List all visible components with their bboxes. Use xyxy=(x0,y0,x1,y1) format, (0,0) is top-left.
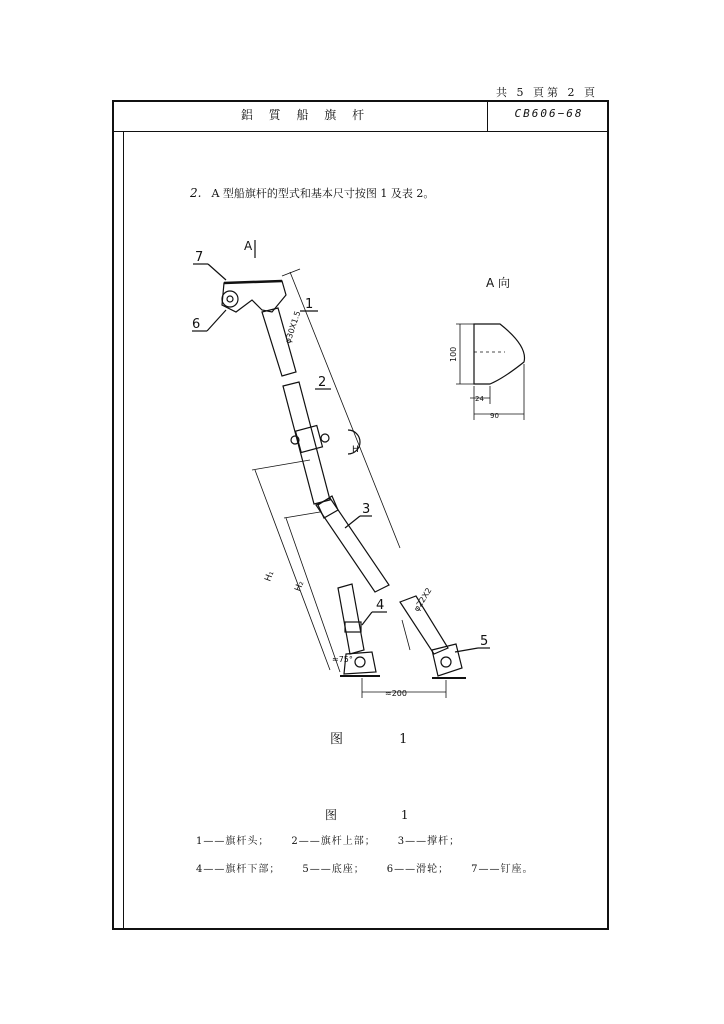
callout-3: 3 xyxy=(362,502,371,517)
intro-text: A 型船旗杆的型式和基本尺寸按图 1 及表 2。 xyxy=(211,187,435,200)
callout-2: 2 xyxy=(318,375,327,390)
callout-4: 4 xyxy=(376,598,385,613)
dim-height: H xyxy=(352,445,359,455)
legend-line-2 xyxy=(196,860,556,875)
leader-6 xyxy=(207,310,226,331)
legend-item-5: 5——底座； xyxy=(302,864,365,875)
legend-item-2: 2——旗杆上部； xyxy=(291,836,376,847)
dim-h2: H₂ xyxy=(293,579,307,594)
document-title: 鋁 質 船 旗 杆 xyxy=(240,108,371,122)
pulley-wheel xyxy=(222,291,238,307)
view-a-label: A 向 xyxy=(486,276,511,290)
legend-title: 图 1 xyxy=(325,808,439,822)
legend-item-6: 6——滑轮； xyxy=(386,864,450,875)
callout-1: 1 xyxy=(305,297,314,312)
callout-7: 7 xyxy=(195,250,204,265)
dim-spread: ≈200 xyxy=(385,689,407,698)
view-a-width: 90 xyxy=(490,412,499,420)
dim-h1: H₁ xyxy=(263,569,277,584)
legend-line-1 xyxy=(196,832,482,847)
figure-caption: 图 1 xyxy=(330,732,434,747)
callout-6: 6 xyxy=(192,317,201,332)
leader-4 xyxy=(362,612,372,625)
pole-lower-section xyxy=(338,584,364,654)
dim-tube-lower-leader xyxy=(402,620,410,650)
legend-item-4: 4——旗杆下部； xyxy=(196,864,281,875)
standard-number: CB606−68 xyxy=(514,107,584,120)
legend-item-1: 1——旗杆头； xyxy=(196,836,270,847)
legend-item-3: 3——撑杆； xyxy=(397,836,461,847)
strut xyxy=(316,498,389,592)
cleat-plate xyxy=(224,281,282,283)
dim-line-h2 xyxy=(286,518,340,672)
hinge-bolt-right xyxy=(321,434,329,442)
intro-number: 2. xyxy=(190,186,202,200)
view-a-base: 24 xyxy=(475,395,484,403)
callout-5: 5 xyxy=(480,634,489,649)
dim-angle: ≈75° xyxy=(332,655,353,664)
dim-tube-upper: φ30X1.5 xyxy=(283,309,303,345)
base-pin xyxy=(441,657,451,667)
pole-upper-section xyxy=(283,382,330,504)
view-mark: A xyxy=(244,239,253,253)
page-count: 共 5 頁第 2 頁 xyxy=(496,86,598,99)
lower-hinge-pin xyxy=(355,657,365,667)
view-a-height: 100 xyxy=(449,346,458,362)
view-a-profile xyxy=(474,324,525,384)
dim-ext-h1 xyxy=(252,460,310,470)
legend-item-7: 7——钉座。 xyxy=(471,864,534,875)
hinge-bracket xyxy=(296,426,323,453)
pulley-axle xyxy=(227,296,233,302)
leader-7 xyxy=(208,264,226,280)
dim-ext-h2 xyxy=(284,512,320,518)
leader-3 xyxy=(345,516,360,528)
dim-tube-lower: φ22X2 xyxy=(412,586,434,614)
